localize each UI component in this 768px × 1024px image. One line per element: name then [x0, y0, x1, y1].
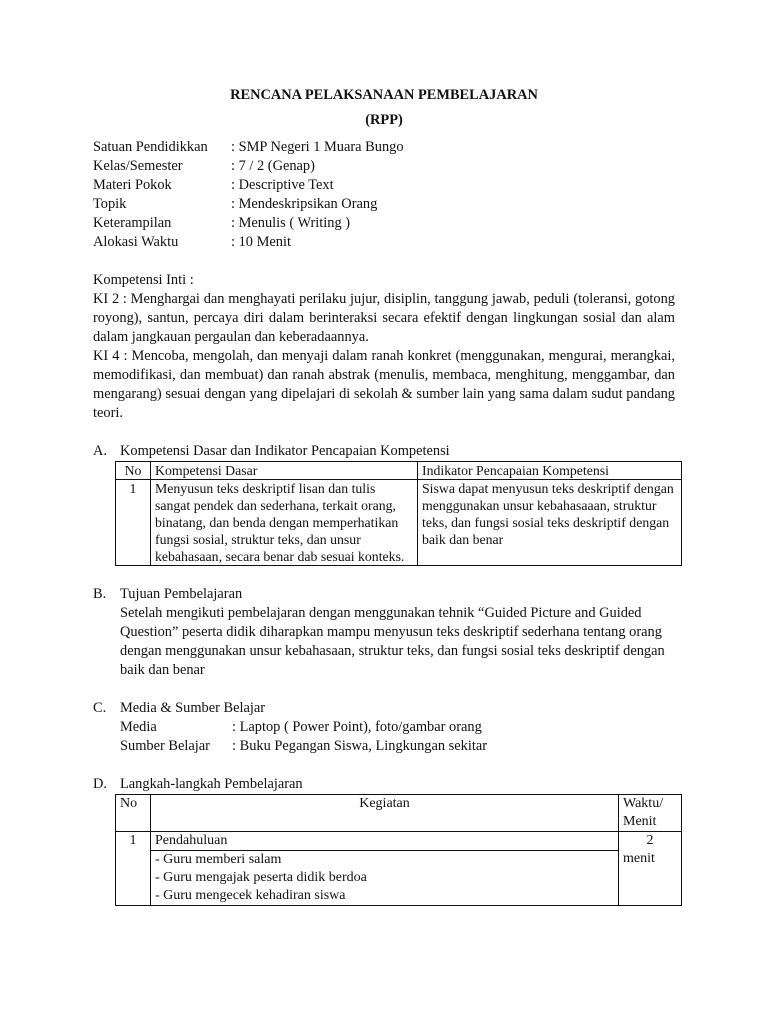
identity-label: Kelas/Semester	[93, 158, 183, 174]
section-a-heading	[93, 442, 675, 461]
identity-value: : Descriptive Text	[231, 177, 334, 193]
identity-label: Alokasi Waktu	[93, 234, 179, 250]
identity-label: Topik	[93, 196, 127, 212]
section-c-letter: C.	[93, 700, 107, 716]
sumber-label: Sumber Belajar	[120, 738, 210, 754]
section-a-letter: A.	[93, 443, 107, 459]
cell-phase: Pendahuluan	[151, 832, 619, 851]
steps-table	[115, 794, 682, 906]
list-item: - Guru mengajak peserta didik berdoa	[155, 870, 367, 885]
cell-time-unit: menit	[623, 851, 655, 866]
doc-subtitle: (RPP)	[365, 112, 403, 128]
section-c-title: Media & Sumber Belajar	[120, 700, 266, 716]
identity-label: Keterampilan	[93, 215, 172, 231]
identity-label: Materi Pokok	[93, 177, 172, 193]
cell-kd: Menyusun teks deskriptif lisan dan tulis sangat pendek dan sederhana, terkait orang, binatang, dan benda dengan memperhatikan fungsi sosial, struktur teks, dan unsur kebahasaan, secara benar dab sesuai konteks.	[151, 480, 418, 566]
identity-row	[93, 214, 675, 233]
col-header-ipk: Indikator Pencapaian Kompetensi	[418, 462, 682, 480]
kd-table	[115, 461, 682, 566]
document-page	[93, 86, 675, 906]
media-row	[120, 718, 675, 737]
identity-row	[93, 233, 675, 252]
col-header-no: No	[116, 795, 151, 832]
section-b	[93, 585, 675, 680]
identity-row	[93, 195, 675, 214]
list-item: - Guru memberi salam	[155, 852, 282, 867]
table-header-row	[116, 795, 682, 832]
col-header-kd: Kompetensi Dasar	[151, 462, 418, 480]
identity-value: : SMP Negeri 1 Muara Bungo	[231, 139, 404, 155]
sumber-value: : Buku Pegangan Siswa, Lingkungan sekitar	[232, 738, 487, 754]
table-row	[116, 851, 682, 906]
identity-value: : Mendeskripsikan Orang	[231, 196, 378, 212]
ki2-text: KI 2 : Menghargai dan menghayati perilaku jujur, disiplin, tanggung jawab, peduli (toleransi, gotong royong), santun, percaya diri dalam berinteraksi secara efektif dengan lingkungan sosial dan alam dalam jangkauan pergaulan dan keberadaannya.	[93, 291, 675, 345]
media-value: : Laptop ( Power Point), foto/gambar orang	[232, 719, 482, 735]
ki-heading: Kompetensi Inti :	[93, 272, 194, 288]
section-d-heading	[93, 775, 675, 794]
section-d-title: Langkah-langkah Pembelajaran	[120, 776, 303, 792]
section-c	[93, 699, 675, 756]
cell-ipk: Siswa dapat menyusun teks deskriptif dengan menggunakan unsur kebahasaaan, struktur teks, dan fungsi sosial teks deskriptif dengan baik dan benar	[418, 480, 682, 566]
list-item: - Guru mengecek kehadiran siswa	[155, 888, 346, 903]
doc-title: RENCANA PELAKSANAAN PEMBELAJARAN	[230, 87, 538, 103]
col-header-waktu: Waktu/ Menit	[619, 795, 682, 832]
identity-label: Satuan Pendidikkan	[93, 139, 208, 155]
table-row	[116, 832, 682, 851]
identity-row	[93, 176, 675, 195]
media-label: Media	[120, 719, 157, 735]
cell-no: 1	[116, 480, 151, 566]
cell-no: 1	[116, 832, 151, 906]
section-d-letter: D.	[93, 776, 107, 792]
identity-value: : Menulis ( Writing )	[231, 215, 351, 231]
col-header-kegiatan: Kegiatan	[151, 795, 619, 832]
identity-block	[93, 138, 675, 252]
table-row	[116, 480, 682, 566]
cell-time-num: 2	[646, 833, 654, 848]
identity-value: : 10 Menit	[231, 234, 291, 250]
section-b-title: Tujuan Pembelajaran	[120, 586, 243, 602]
identity-row	[93, 157, 675, 176]
section-a-title: Kompetensi Dasar dan Indikator Pencapaian Kompetensi	[120, 443, 450, 459]
ki4-text: KI 4 : Mencoba, mengolah, dan menyaji dalam ranah konkret (menggunakan, mengurai, merangkai, memodifikasi, dan membuat) dan ranah abstrak (menulis, membaca, menghitung, menggambar, dan mengarang) sesuai dengan yang dipelajari di sekolah & sumber lain yang sama dalam sudut pandang teori.	[93, 348, 675, 421]
sumber-row	[120, 737, 675, 756]
section-b-letter: B.	[93, 586, 107, 602]
identity-row	[93, 138, 675, 157]
col-header-no: No	[116, 462, 151, 480]
section-b-text: Setelah mengikuti pembelajaran dengan menggunakan tehnik “Guided Picture and Guided Question” peserta didik diharapkan mampu menyusun teks deskriptif sederhana tentang orang dengan menggunakan unsur kebahasaan, struktur teks, dan fungsi sosial teks deskriptif dengan baik dan benar	[120, 605, 665, 678]
identity-value: : 7 / 2 (Genap)	[231, 158, 315, 174]
table-header-row	[116, 462, 682, 480]
